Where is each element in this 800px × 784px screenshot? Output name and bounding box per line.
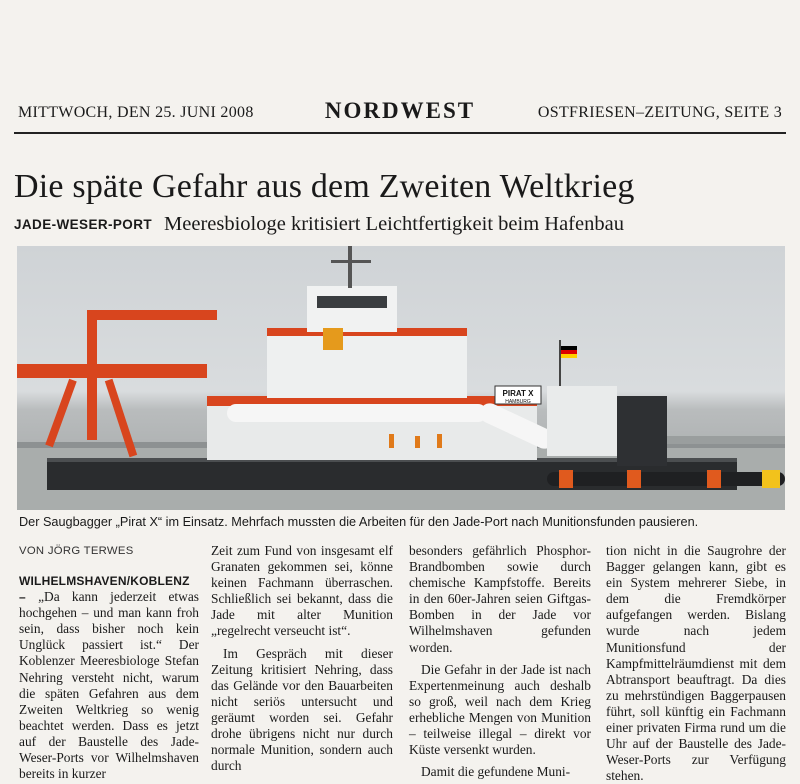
flag-stripe-red [561,350,577,354]
column-3-paragraph-1: besonders gefährlich Phosphor-Brandbomben sowie durch chemische Kampfstoffe. Bereits in den 60er-Jahren seien Giftgas-Bomben in der Jade vor Wilhelmshaven gefunden worden. [409,543,591,655]
dredger-photo [17,246,785,510]
ship-name-label: PIRAT X [502,389,534,398]
article-deck: Meeresbiologe kritisiert Leichtfertigkeit beim Hafenbau [164,213,624,235]
paper-and-page: OSTFRIESEN–ZEITUNG, SEITE 3 [537,104,782,121]
flag-stripe-gold [561,354,577,358]
article-headline: Die späte Gefahr aus dem Zweiten Weltkrieg [14,168,635,205]
issue-date: MITTWOCH, DEN 25. JUNI 2008 [18,104,254,121]
ship-home-label: HAMBURG [505,399,531,405]
column-2-paragraph-1: Zeit zum Fund von insgesamt elf Granaten gekommen sei, könne keinen Fachmann überraschen. Schließlich sei bekannt, dass die Jade mit alter Munition „regelrecht verseucht ist“. [211,543,393,639]
article-column-4 [606,543,786,784]
author-byline: VON JÖRG TERWES [19,545,134,557]
column-3-paragraph-2: Die Gefahr in der Jade ist nach Expertenmeinung auch deshalb so groß, weil nach dem Krieg erhebliche Mengen von Munition – teilweise illegal – direkt vor Küste versenkt wurden. [409,661,591,758]
article-dateline: WILHELMSHAVEN/KOBLENZ – [19,574,190,605]
column-1-text: „Da kann jederzeit etwas hochgehen – und man kann froh sein, dass bisher noch kein Unglück passiert ist.“ Der Koblenzer Meeresbiologe Stefan Nehring versteht nicht, warum die späten Gefahren aus dem Zweiten Weltkrieg so wenig beachtet werden. Dass es jetzt auf der Baustelle des Jade-Weser-Ports vor Wilhelmshaven bereits in kurzer [19,589,199,782]
article-column-3 [409,543,591,780]
flag-stripe-black [561,346,577,350]
masthead [14,92,786,134]
section-title: NORDWEST [324,98,476,123]
article-kicker: JADE-WESER-PORT [14,217,153,232]
article-column-2 [211,543,393,774]
column-3-paragraph-3: Damit die gefundene Muni- [421,764,571,780]
column-2-paragraph-2: Im Gespräch mit dieser Zeitung kritisiert Nehring, dass das Gelände vor den Bauarbeiten nicht seriös untersucht und geräumt worden sei. Gefahr drohe übrigens nicht nur durch normale Munition, sondern auch durch [211,645,393,774]
article-column-1 [19,573,199,782]
column-4-paragraph-1: tion nicht in die Saugrohre der Bagger gelangen kann, gibt es ein System mehrerer Siebe, in dem die Fremdkörper aufgefangen werden. Bislang wurde nach jedem Munitionsfund der Kampfmittelräumdienst mit dem Abtransport beauftragt. Da dies zu mehrstündigen Baggerpausen führt, soll künftig ein Fachmann einer privaten Firma rund um die Uhr auf der Baustelle des Jade-Weser-Ports zur Verfügung stehen. [606,543,786,784]
article-subline [14,213,794,239]
photo-caption: Der Saugbagger „Pirat X“ im Einsatz. Mehrfach mussten die Arbeiten für den Jade-Port nach Munitionsfunden pausieren. [19,515,699,529]
